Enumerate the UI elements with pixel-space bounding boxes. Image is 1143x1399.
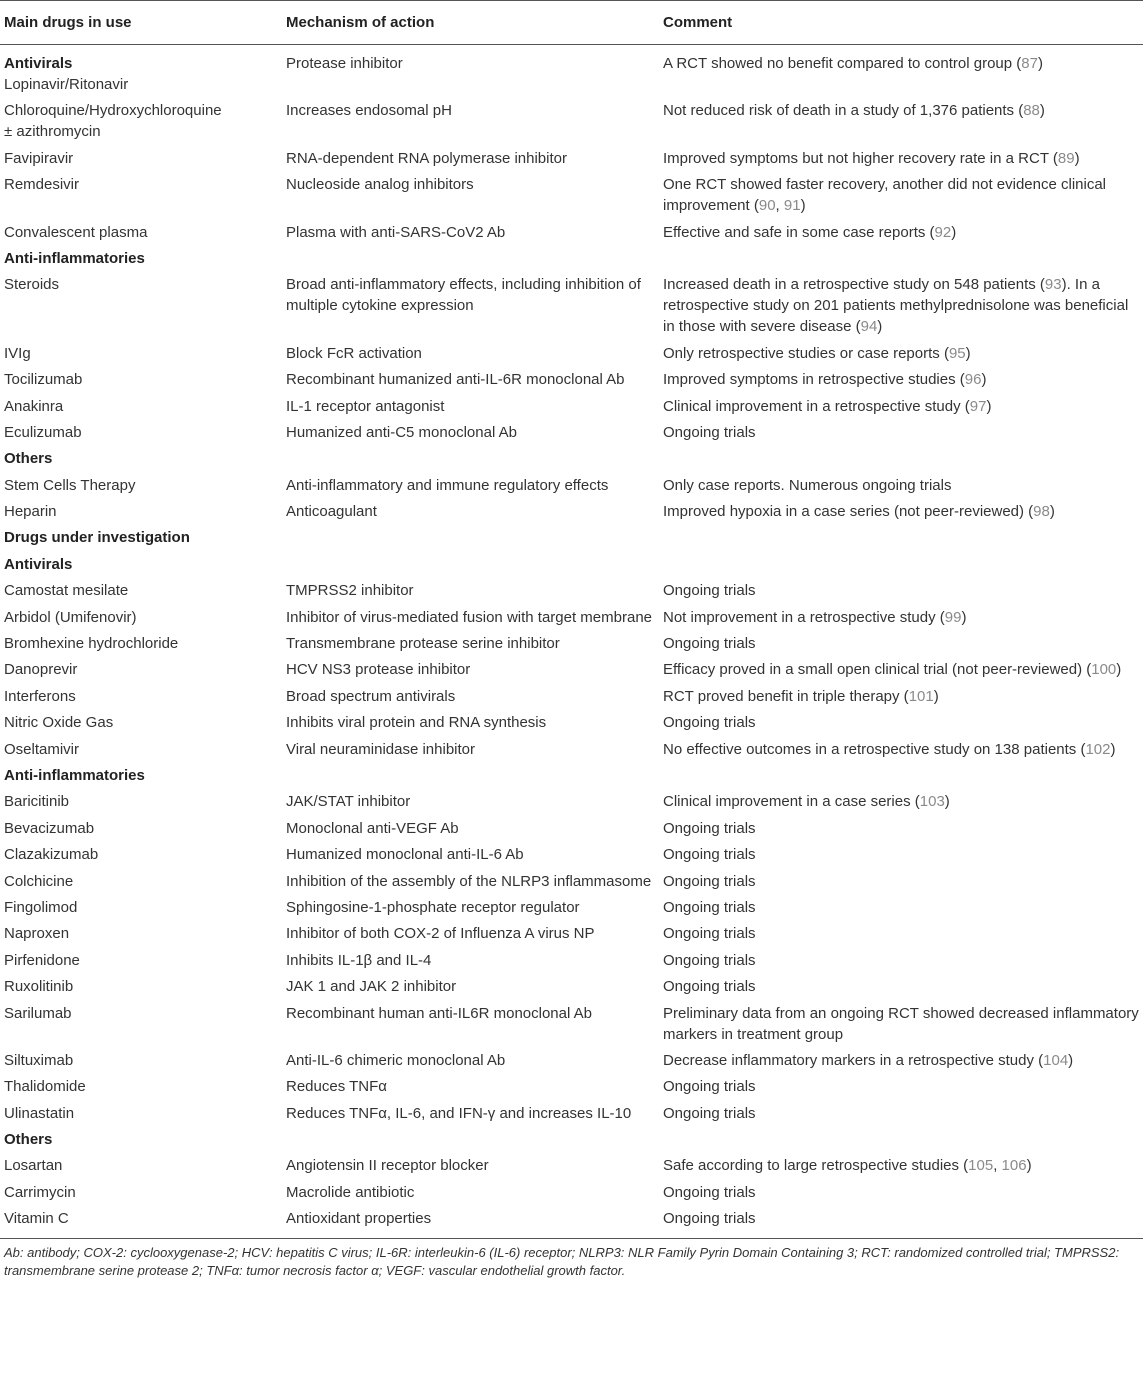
table-row [0, 1152, 1143, 1178]
drug-name-line: Camostat mesilate [4, 582, 129, 600]
drug-name-line: Chloroquine/Hydroxychloroquine [4, 102, 222, 120]
drug-name-line: Losartan [4, 1157, 63, 1175]
drug-name-line: Remdesivir [4, 176, 80, 194]
drug-name-line: Tocilizumab [4, 371, 83, 389]
section-row [0, 1126, 1143, 1152]
comment-cell [659, 1100, 1143, 1126]
comment-text: Clinical improvement in a retrospective study ( [663, 397, 970, 415]
reference-link[interactable]: 87 [1021, 55, 1038, 72]
mechanism-cell: Inhibits IL-1β and IL-4 [286, 951, 432, 969]
comment-cell [659, 841, 1143, 867]
section-heading: Antivirals [4, 555, 73, 573]
comment-cell [659, 393, 1143, 419]
reference-link[interactable]: 98 [1033, 503, 1050, 521]
drug-name-line: Nitric Oxide Gas [4, 714, 114, 732]
drug-name-line: Danoprevir [4, 661, 78, 679]
table-row [0, 683, 1143, 709]
mechanism-cell: Sphingosine-1-phosphate receptor regulator [286, 898, 580, 916]
mechanism-cell: Monoclonal anti-VEGF Ab [286, 819, 459, 837]
comment-cell [659, 472, 1143, 498]
drug-name-line: Lopinavir/Ritonavir [4, 76, 129, 93]
comment-text: A RCT showed no benefit compared to control group ( [663, 55, 1022, 72]
reference-link[interactable]: 93 [1044, 276, 1062, 294]
drug-cell [0, 1073, 282, 1099]
drug-name-line: Anakinra [4, 397, 64, 415]
table-row [0, 145, 1143, 171]
table-row [0, 1179, 1143, 1205]
comment-text: Ongoing trials [663, 819, 756, 837]
drug-cell [0, 219, 282, 245]
table-header [0, 1, 1143, 45]
header-main-drugs: Main drugs in use [0, 1, 282, 45]
comment-cell [659, 1205, 1143, 1239]
comment-cell [659, 498, 1143, 524]
drug-cell [0, 841, 282, 867]
comment-cell [659, 171, 1143, 218]
comment-text: ) [877, 318, 883, 336]
drug-cell [0, 1205, 282, 1239]
drug-cell [0, 604, 282, 630]
table-row [0, 1100, 1143, 1126]
mechanism-cell: IL-1 receptor antagonist [286, 397, 445, 415]
mechanism-cell: Reduces TNFα, IL-6, and IFN-γ and increases IL-10 [286, 1104, 632, 1122]
reference-link[interactable]: 90 [758, 197, 776, 215]
comment-text: ) [1049, 503, 1055, 521]
drug-cell [0, 973, 282, 999]
comment-text: Ongoing trials [663, 423, 756, 441]
drug-name-line: Bromhexine hydrochloride [4, 635, 179, 653]
comment-text: Clinical improvement in a case series ( [663, 793, 920, 811]
drug-cell [0, 498, 282, 524]
mechanism-cell: Nucleoside analog inhibitors [286, 176, 474, 194]
drug-name-line: Ruxolitinib [4, 978, 74, 996]
comment-text: ). In a retrospective study on 201 patients methylprednisolone was beneficial in those with severe disease ( [663, 276, 1129, 336]
mechanism-cell: Inhibition of the assembly of the NLRP3 inflammasome [286, 872, 652, 890]
comment-text: ) [933, 687, 939, 705]
drug-cell [0, 393, 282, 419]
mechanism-cell: Anti-inflammatory and immune regulatory effects [286, 476, 609, 494]
drug-cell [0, 815, 282, 841]
comment-text: Not improvement in a retrospective study ( [663, 608, 945, 626]
comment-text: Not reduced risk of death in a study of 1,376 patients ( [663, 102, 1024, 120]
reference-link[interactable]: 102 [1085, 740, 1111, 758]
comment-cell [659, 815, 1143, 841]
comment-cell [659, 788, 1143, 814]
comment-text: ) [961, 608, 967, 626]
comment-cell [659, 973, 1143, 999]
reference-link[interactable]: 91 [783, 197, 801, 215]
comment-text: ) [1026, 1157, 1032, 1175]
drug-cell [0, 630, 282, 656]
table-row [0, 171, 1143, 218]
mechanism-cell: Macrolide antibiotic [286, 1183, 415, 1201]
drug-name-line: Thalidomide [4, 1078, 86, 1096]
comment-text: Efficacy proved in a small open clinical trial (not peer-reviewed) ( [663, 661, 1092, 679]
drug-cell [0, 171, 282, 218]
header-comment: Comment [659, 1, 1143, 45]
comment-cell [659, 736, 1143, 762]
drug-name-line: Carrimycin [4, 1183, 76, 1201]
drug-name-line: ± azithromycin [4, 123, 101, 141]
drug-name-line: Heparin [4, 503, 57, 521]
drug-name-line: Eculizumab [4, 423, 82, 441]
mechanism-cell: Broad spectrum antivirals [286, 687, 456, 705]
comment-text: Safe according to large retrospective studies ( [663, 1157, 969, 1175]
comment-text: ) [1068, 1051, 1074, 1069]
comment-text: Decrease inflammatory markers in a retrospective study ( [663, 1051, 1044, 1069]
mechanism-cell: Viral neuraminidase inhibitor [286, 740, 475, 758]
reference-link[interactable]: 104 [1043, 1051, 1069, 1069]
comment-text: , [993, 1157, 1002, 1175]
drug-cell [0, 577, 282, 603]
comment-text: ) [1116, 661, 1122, 679]
mechanism-cell: RNA-dependent RNA polymerase inhibitor [286, 149, 567, 167]
drug-cell [0, 920, 282, 946]
mechanism-cell: Anticoagulant [286, 503, 377, 521]
mechanism-cell: Humanized monoclonal anti-IL-6 Ab [286, 846, 524, 864]
comment-text: One RCT showed faster recovery, another did not evidence clinical improvement ( [663, 176, 1107, 215]
reference-link[interactable]: 105 [968, 1157, 994, 1175]
drug-name-line: Favipiravir [4, 149, 74, 167]
table-row [0, 868, 1143, 894]
mechanism-cell: Inhibitor of virus-mediated fusion with target membrane [286, 608, 653, 626]
comment-text: No effective outcomes in a retrospective study on 138 patients ( [663, 740, 1086, 758]
comment-cell [659, 577, 1143, 603]
table-row [0, 894, 1143, 920]
reference-link[interactable]: 89 [1057, 149, 1075, 167]
table-row [0, 604, 1143, 630]
drug-name-line: Siltuximab [4, 1051, 74, 1069]
mechanism-cell: Broad anti-inflammatory effects, including inhibition of multiple cytokine expression [286, 276, 641, 315]
reference-link[interactable]: 100 [1091, 661, 1117, 679]
comment-text: Improved symptoms in retrospective studies ( [663, 371, 965, 389]
comment-cell [659, 683, 1143, 709]
comment-text: Ongoing trials [663, 978, 756, 996]
table-row [0, 709, 1143, 735]
mechanism-cell: Inhibitor of both COX-2 of Influenza A virus NP [286, 925, 595, 943]
comment-text: Improved symptoms but not higher recovery rate in a RCT ( [663, 149, 1058, 167]
table-row [0, 947, 1143, 973]
mechanism-cell: Protease inhibitor [286, 55, 403, 72]
table-row [0, 271, 1143, 339]
comment-text: Ongoing trials [663, 1104, 756, 1122]
drug-name-line: IVIg [4, 344, 31, 362]
comment-text: , [775, 197, 784, 215]
mechanism-cell: Anti-IL-6 chimeric monoclonal Ab [286, 1051, 506, 1069]
drug-cell [0, 947, 282, 973]
mechanism-cell: Block FcR activation [286, 344, 422, 362]
drug-cell [0, 1100, 282, 1126]
table-row [0, 973, 1143, 999]
drug-name-line: Antivirals [4, 55, 73, 72]
comment-text: Increased death in a retrospective study on 548 patients ( [663, 276, 1045, 294]
table-row [0, 419, 1143, 445]
section-row [0, 445, 1143, 471]
table-row [0, 366, 1143, 392]
drug-name-line: Interferons [4, 687, 76, 705]
table-row [0, 920, 1143, 946]
table-row [0, 656, 1143, 682]
drug-cell [0, 709, 282, 735]
comment-cell [659, 656, 1143, 682]
reference-link[interactable]: 88 [1023, 102, 1040, 120]
comment-cell [659, 145, 1143, 171]
comment-text: Only retrospective studies or case reports ( [663, 344, 949, 362]
comment-cell [659, 340, 1143, 366]
mechanism-cell: HCV NS3 protease inhibitor [286, 661, 471, 679]
drug-cell [0, 97, 282, 144]
drug-name-line: Baricitinib [4, 793, 70, 811]
comment-cell [659, 1152, 1143, 1178]
drug-cell [0, 788, 282, 814]
comment-text: Ongoing trials [663, 846, 756, 864]
drug-cell [0, 1047, 282, 1073]
reference-link[interactable]: 99 [944, 608, 962, 626]
drug-name-line: Steroids [4, 276, 60, 294]
drug-cell [0, 419, 282, 445]
section-heading: Others [4, 1131, 53, 1149]
table-row [0, 736, 1143, 762]
comment-cell [659, 271, 1143, 339]
table-row [0, 393, 1143, 419]
comment-text: Ongoing trials [663, 898, 756, 916]
comment-cell [659, 604, 1143, 630]
comment-text: Ongoing trials [663, 1078, 756, 1096]
drug-cell [0, 366, 282, 392]
table-row [0, 815, 1143, 841]
comment-cell [659, 709, 1143, 735]
drug-name-line: Sarilumab [4, 1004, 72, 1022]
table-row [0, 577, 1143, 603]
section-heading: Drugs under investigation [4, 529, 190, 547]
mechanism-cell: Antioxidant properties [282, 1205, 659, 1239]
section-heading: Anti-inflammatories [4, 766, 145, 784]
drug-name-line: Bevacizumab [4, 819, 95, 837]
drug-name-line: Naproxen [4, 925, 70, 943]
table-row [0, 340, 1143, 366]
comment-text: ) [981, 371, 987, 389]
comment-text: Ongoing trials [663, 714, 756, 732]
mechanism-cell: Increases endosomal pH [286, 102, 452, 120]
drug-name-line: Ulinastatin [4, 1104, 75, 1122]
comment-text: ) [1074, 149, 1080, 167]
comment-text: Ongoing trials [663, 582, 756, 600]
drug-cell [0, 472, 282, 498]
comment-text: ) [1039, 102, 1045, 120]
drug-cell [0, 683, 282, 709]
table-footnote: Ab: antibody; COX-2: cyclooxygenase-2; HCV: hepatitis C virus; IL-6R: interleukin-6 (IL-6) receptor; NLRP3: NLR Family Pyrin Domain Containing 3; RCT: randomized controlled trial; TMPRSS2: transmembrane serine protease 2; TNFα: tumor necrosis factor α; VEGF: vascular endothelial growth factor. [4, 1245, 1120, 1279]
comment-cell [659, 1179, 1143, 1205]
mechanism-cell: Plasma with anti-SARS-CoV2 Ab [286, 223, 506, 241]
table-row [0, 630, 1143, 656]
comment-text: Ongoing trials [663, 1183, 756, 1201]
comment-text: Ongoing trials [663, 951, 756, 969]
mechanism-cell: TMPRSS2 inhibitor [286, 582, 414, 600]
drug-cell [0, 868, 282, 894]
table-row [0, 219, 1143, 245]
comment-cell [659, 868, 1143, 894]
reference-link[interactable]: 92 [934, 223, 952, 241]
mechanism-cell: Angiotensin II receptor blocker [286, 1157, 489, 1175]
reference-link[interactable]: 106 [1001, 1157, 1027, 1175]
drug-cell [0, 656, 282, 682]
reference-link[interactable]: 96 [964, 371, 982, 389]
drug-name-line: Clazakizumab [4, 846, 99, 864]
drug-name-line: Convalescent plasma [4, 223, 148, 241]
comment-text: RCT proved benefit in triple therapy ( [663, 687, 909, 705]
comment-text: Ongoing trials [663, 925, 756, 943]
mechanism-cell: Reduces TNFα [286, 1078, 387, 1096]
comment-cell [659, 1000, 1143, 1047]
drug-cell [0, 1152, 282, 1178]
reference-link[interactable]: 94 [860, 318, 878, 336]
comment-text: Improved hypoxia in a case series (not peer-reviewed) ( [663, 503, 1034, 521]
drug-cell [0, 45, 282, 98]
drug-cell [0, 340, 282, 366]
section-row [0, 245, 1143, 271]
section-row [0, 551, 1143, 577]
comment-text: Effective and safe in some case reports ( [663, 223, 935, 241]
reference-link[interactable]: 103 [919, 793, 945, 811]
reference-link[interactable]: 95 [948, 344, 966, 362]
table-row [0, 1205, 1143, 1239]
mechanism-cell: Recombinant human anti-IL6R monoclonal Ab [286, 1004, 593, 1022]
reference-link[interactable]: 97 [969, 397, 987, 415]
comment-text: ) [944, 793, 950, 811]
comment-text: Preliminary data from an ongoing RCT showed decreased inflammatory markers in treatment group [663, 1004, 1139, 1043]
table-row [0, 1047, 1143, 1073]
comment-cell [659, 1073, 1143, 1099]
drug-cell [0, 271, 282, 339]
drug-cell [0, 1000, 282, 1047]
header-mechanism: Mechanism of action [282, 1, 659, 45]
section-heading: Others [4, 450, 53, 468]
table-row [0, 498, 1143, 524]
comment-text: ) [986, 397, 992, 415]
table-body [0, 45, 1143, 1239]
comment-cell [659, 45, 1143, 98]
mechanism-cell: JAK 1 and JAK 2 inhibitor [286, 978, 457, 996]
section-row [0, 762, 1143, 788]
comment-cell [659, 366, 1143, 392]
mechanism-cell: Inhibits viral protein and RNA synthesis [286, 714, 547, 732]
mechanism-cell: Transmembrane protease serine inhibitor [286, 635, 560, 653]
comment-text: ) [951, 223, 957, 241]
comment-text: ) [800, 197, 806, 215]
mechanism-cell: Recombinant humanized anti-IL-6R monoclonal Ab [286, 371, 625, 389]
comment-text: Ongoing trials [663, 635, 756, 653]
comment-cell [659, 947, 1143, 973]
comment-text: ) [965, 344, 971, 362]
comment-text: ) [1037, 55, 1043, 72]
comment-cell [659, 630, 1143, 656]
table-row [0, 1000, 1143, 1047]
mechanism-cell: Humanized anti-C5 monoclonal Ab [286, 423, 517, 441]
drug-cell [0, 1179, 282, 1205]
comment-text: ) [1110, 740, 1116, 758]
reference-link[interactable]: 101 [908, 687, 934, 705]
comment-cell [659, 920, 1143, 946]
drug-name-line: Colchicine [4, 872, 74, 890]
section-heading: Anti-inflammatories [4, 249, 145, 267]
comment-cell [659, 1047, 1143, 1073]
drug-cell [0, 894, 282, 920]
table-row [0, 1073, 1143, 1099]
table-row [0, 841, 1143, 867]
drug-cell [0, 145, 282, 171]
comment-cell [659, 97, 1143, 144]
comment-cell [659, 894, 1143, 920]
drug-name-line: Pirfenidone [4, 951, 80, 969]
table-row [0, 97, 1143, 144]
drug-cell [0, 736, 282, 762]
drug-name-line: Arbidol (Umifenovir) [4, 608, 137, 626]
comment-text: Only case reports. Numerous ongoing trials [663, 476, 952, 494]
table-row [0, 788, 1143, 814]
drug-name-line: Fingolimod [4, 898, 78, 916]
drug-name-line: Stem Cells Therapy [4, 476, 136, 494]
comment-cell [659, 219, 1143, 245]
comment-text: Ongoing trials [663, 1210, 756, 1228]
mechanism-cell: JAK/STAT inhibitor [286, 793, 411, 811]
table-row [0, 472, 1143, 498]
table-row [0, 45, 1143, 98]
comment-cell [659, 419, 1143, 445]
comment-text: Ongoing trials [663, 872, 756, 890]
section-row [0, 524, 1143, 550]
drug-name-line: Oseltamivir [4, 740, 80, 758]
header-row [0, 1, 1143, 45]
drug-name-line: Vitamin C [4, 1210, 69, 1228]
